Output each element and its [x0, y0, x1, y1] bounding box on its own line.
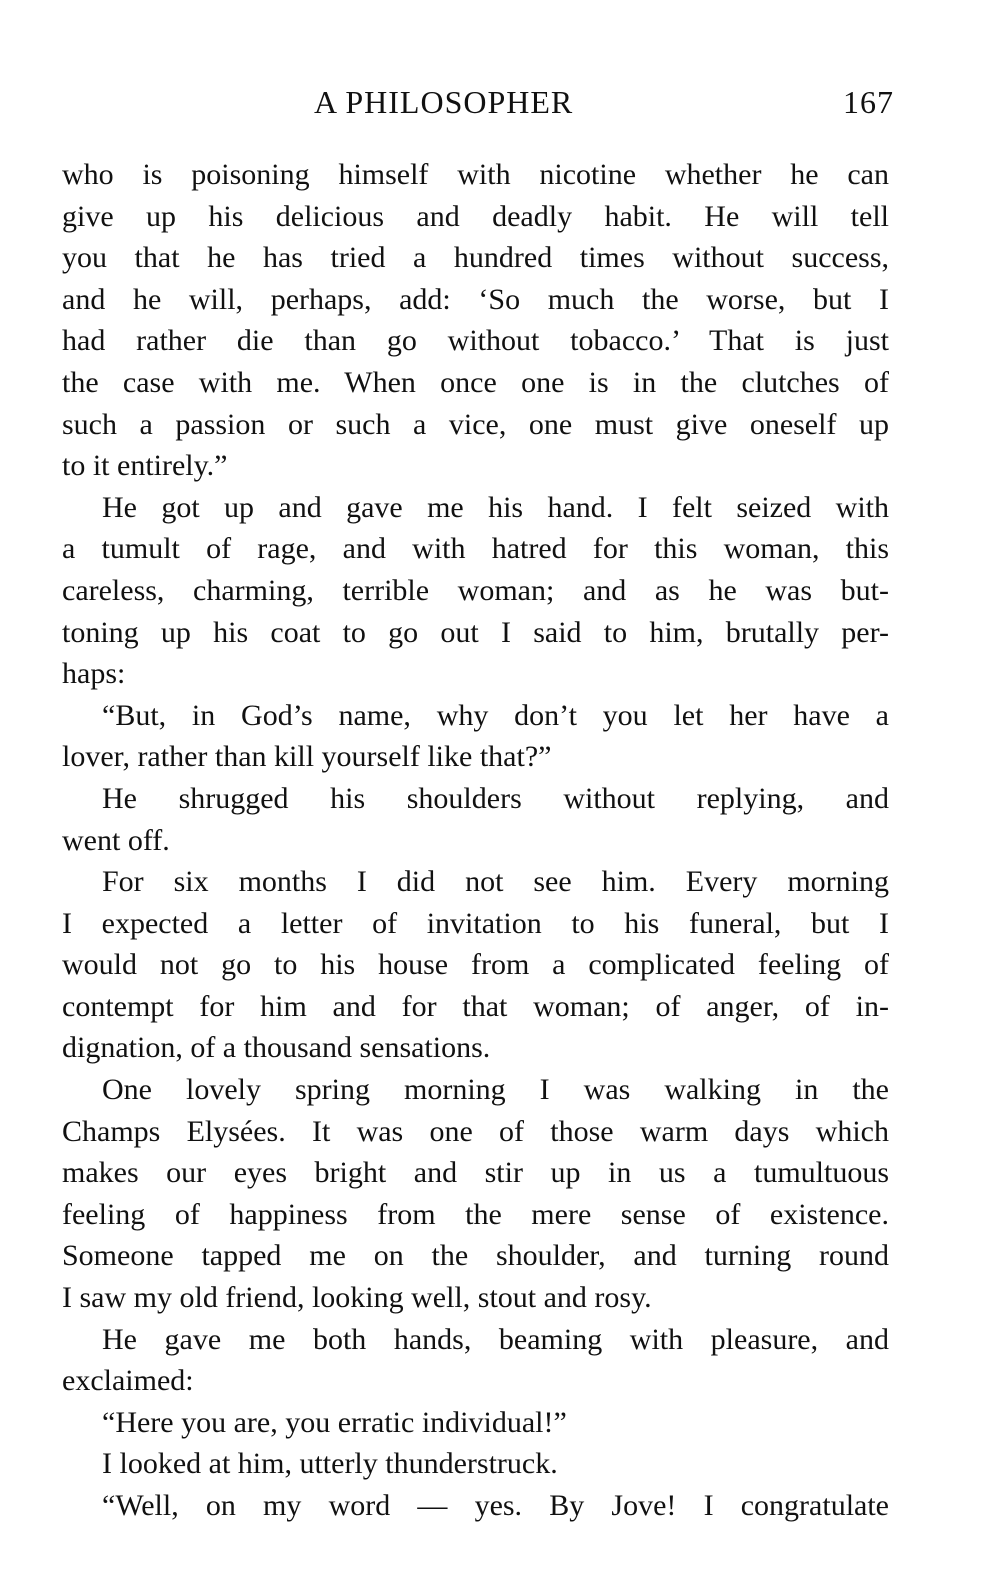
text-line: had rather die than go without tobacco.’ That is just: [62, 324, 889, 358]
text-line: He got up and gave me his hand. I felt seized with: [102, 490, 889, 524]
text-line: For six months I did not see him. Every morning: [102, 865, 889, 899]
text-line: to it entirely.”: [62, 449, 228, 483]
text-line: who is poisoning himself with nicotine whether he can: [62, 158, 889, 191]
running-title: A PHILOSOPHER: [314, 84, 574, 120]
text-line: lover, rather than kill yourself like that?”: [62, 740, 552, 774]
text-line: I saw my old friend, looking well, stout and rosy.: [62, 1281, 652, 1315]
body-text: [62, 154, 889, 1527]
text-line: “But, in God’s name, why don’t you let her have a: [102, 698, 889, 732]
text-line: toning up his coat to go out I said to him, brutally per-: [62, 615, 889, 649]
text-line: contempt for him and for that woman; of anger, of in-: [62, 989, 889, 1023]
text-line: “Here you are, you erratic individual!”: [102, 1405, 567, 1439]
text-line: exclaimed:: [62, 1364, 194, 1398]
text-line: “Well, on my word — yes. By Jove! I congratulate: [102, 1489, 889, 1522]
text-line: give up his delicious and deadly habit. He will tell: [62, 199, 889, 233]
text-line: feeling of happiness from the mere sense of existence.: [62, 1197, 889, 1231]
text-line: would not go to his house from a complicated feeling of: [62, 948, 889, 982]
text-line: and he will, perhaps, add: ‘So much the worse, but I: [62, 282, 889, 316]
text-line: haps:: [62, 657, 126, 691]
text-line: a tumult of rage, and with hatred for this woman, this: [62, 532, 889, 566]
text-line: you that he has tried a hundred times without success,: [62, 241, 889, 275]
text-line: such a passion or such a vice, one must give oneself up: [62, 407, 889, 441]
text-line: dignation, of a thousand sensations.: [62, 1031, 491, 1065]
text-line: One lovely spring morning I was walking in the: [102, 1073, 889, 1107]
running-header: [0, 84, 1000, 128]
text-line: Champs Elysées. It was one of those warm days which: [62, 1114, 889, 1148]
text-line: careless, charming, terrible woman; and as he was but-: [62, 573, 889, 607]
text-line: I looked at him, utterly thunderstruck.: [102, 1447, 558, 1481]
text-line: makes our eyes bright and stir up in us a tumultuous: [62, 1156, 889, 1190]
text-line: the case with me. When once one is in the clutches of: [62, 365, 889, 399]
text-line: He shrugged his shoulders without replying, and: [102, 781, 889, 815]
page-number: 167: [843, 84, 894, 120]
text-line: Someone tapped me on the shoulder, and turning round: [62, 1239, 889, 1273]
text-line: He gave me both hands, beaming with pleasure, and: [102, 1322, 889, 1356]
text-line: went off.: [62, 823, 170, 857]
text-line: I expected a letter of invitation to his funeral, but I: [62, 906, 889, 940]
